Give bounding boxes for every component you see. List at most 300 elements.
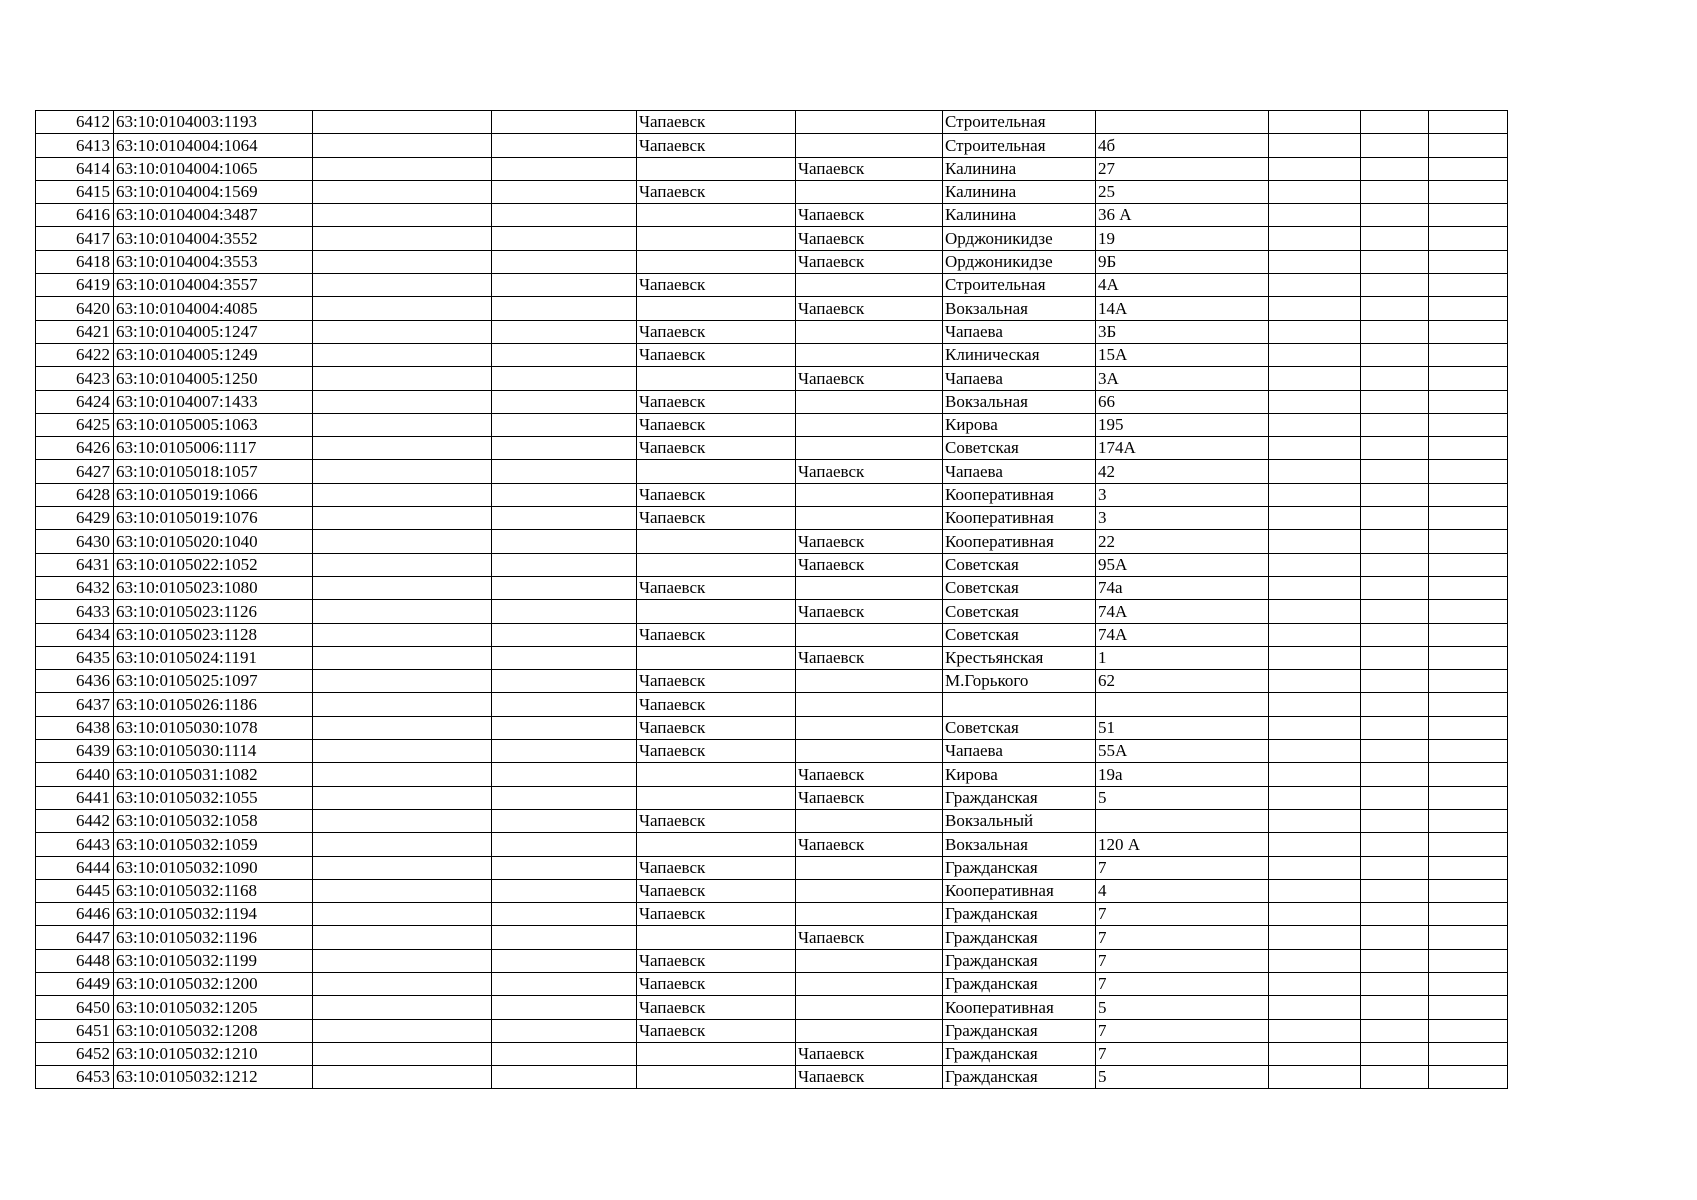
table-row — [36, 390, 1508, 413]
row-number-cell: 6433 — [36, 600, 114, 623]
cadastral-number-cell: 63:10:0105032:1055 — [114, 786, 313, 809]
col-3-cell — [313, 227, 492, 250]
col-10-cell — [1361, 949, 1429, 972]
col-9-cell — [1269, 390, 1361, 413]
col-11-cell — [1429, 809, 1508, 832]
col-10-cell — [1361, 460, 1429, 483]
city-b-cell: Чапаевск — [796, 367, 943, 390]
col-11-cell — [1429, 576, 1508, 599]
table-row — [36, 646, 1508, 669]
col-9-cell — [1269, 786, 1361, 809]
col-4-cell — [492, 576, 637, 599]
house-number-cell: 74А — [1096, 600, 1269, 623]
street-cell: Калинина — [943, 204, 1096, 227]
cadastral-number-cell: 63:10:0104003:1193 — [114, 111, 313, 134]
street-cell: Гражданская — [943, 903, 1096, 926]
row-number-cell: 6442 — [36, 809, 114, 832]
city-b-cell — [796, 274, 943, 297]
table-row — [36, 530, 1508, 553]
city-a-cell: Чапаевск — [637, 879, 796, 902]
col-9-cell — [1269, 204, 1361, 227]
col-11-cell — [1429, 972, 1508, 995]
col-9-cell — [1269, 460, 1361, 483]
house-number-cell: 3Б — [1096, 320, 1269, 343]
city-b-cell: Чапаевск — [796, 297, 943, 320]
col-3-cell — [313, 530, 492, 553]
city-a-cell — [637, 227, 796, 250]
col-4-cell — [492, 483, 637, 506]
col-9-cell — [1269, 903, 1361, 926]
cadastral-number-cell: 63:10:0104004:3557 — [114, 274, 313, 297]
street-cell: Чапаева — [943, 367, 1096, 390]
col-3-cell — [313, 856, 492, 879]
col-11-cell — [1429, 693, 1508, 716]
col-11-cell — [1429, 903, 1508, 926]
table-row — [36, 972, 1508, 995]
row-number-cell: 6445 — [36, 879, 114, 902]
row-number-cell: 6447 — [36, 926, 114, 949]
col-11-cell — [1429, 343, 1508, 366]
house-number-cell: 7 — [1096, 1042, 1269, 1065]
col-10-cell — [1361, 553, 1429, 576]
city-a-cell: Чапаевск — [637, 274, 796, 297]
col-10-cell — [1361, 274, 1429, 297]
col-4-cell — [492, 390, 637, 413]
table-row — [36, 623, 1508, 646]
cadastral-number-cell: 63:10:0105025:1097 — [114, 670, 313, 693]
city-a-cell — [637, 786, 796, 809]
cadastral-number-cell: 63:10:0104004:3487 — [114, 204, 313, 227]
house-number-cell — [1096, 111, 1269, 134]
col-11-cell — [1429, 437, 1508, 460]
col-9-cell — [1269, 856, 1361, 879]
col-3-cell — [313, 367, 492, 390]
city-a-cell: Чапаевск — [637, 111, 796, 134]
table-row — [36, 786, 1508, 809]
col-4-cell — [492, 250, 637, 273]
col-10-cell — [1361, 996, 1429, 1019]
col-11-cell — [1429, 926, 1508, 949]
col-4-cell — [492, 600, 637, 623]
table-row — [36, 134, 1508, 157]
row-number-cell: 6434 — [36, 623, 114, 646]
col-10-cell — [1361, 856, 1429, 879]
col-9-cell — [1269, 600, 1361, 623]
table-row — [36, 111, 1508, 134]
cadastral-number-cell: 63:10:0105032:1208 — [114, 1019, 313, 1042]
col-10-cell — [1361, 926, 1429, 949]
table-row — [36, 413, 1508, 436]
city-b-cell — [796, 1019, 943, 1042]
col-4-cell — [492, 460, 637, 483]
street-cell: Строительная — [943, 134, 1096, 157]
col-11-cell — [1429, 390, 1508, 413]
col-11-cell — [1429, 996, 1508, 1019]
col-3-cell — [313, 576, 492, 599]
cadastral-number-cell: 63:10:0105032:1059 — [114, 833, 313, 856]
city-b-cell: Чапаевск — [796, 530, 943, 553]
row-number-cell: 6429 — [36, 507, 114, 530]
house-number-cell: 36 А — [1096, 204, 1269, 227]
table-row — [36, 553, 1508, 576]
house-number-cell: 42 — [1096, 460, 1269, 483]
city-a-cell: Чапаевск — [637, 693, 796, 716]
cadastral-number-cell: 63:10:0105020:1040 — [114, 530, 313, 553]
col-3-cell — [313, 996, 492, 1019]
col-4-cell — [492, 343, 637, 366]
house-number-cell — [1096, 809, 1269, 832]
street-cell: Кооперативная — [943, 996, 1096, 1019]
row-number-cell: 6423 — [36, 367, 114, 390]
house-number-cell: 74а — [1096, 576, 1269, 599]
col-11-cell — [1429, 367, 1508, 390]
col-4-cell — [492, 111, 637, 134]
col-11-cell — [1429, 740, 1508, 763]
table-row — [36, 367, 1508, 390]
house-number-cell: 19 — [1096, 227, 1269, 250]
col-10-cell — [1361, 204, 1429, 227]
row-number-cell: 6441 — [36, 786, 114, 809]
street-cell: Гражданская — [943, 949, 1096, 972]
col-11-cell — [1429, 786, 1508, 809]
street-cell: Орджоникидзе — [943, 227, 1096, 250]
street-cell: Гражданская — [943, 1019, 1096, 1042]
street-cell: Гражданская — [943, 786, 1096, 809]
col-10-cell — [1361, 343, 1429, 366]
cadastral-number-cell: 63:10:0105032:1205 — [114, 996, 313, 1019]
table-row — [36, 227, 1508, 250]
city-a-cell: Чапаевск — [637, 437, 796, 460]
cadastral-number-cell: 63:10:0105023:1080 — [114, 576, 313, 599]
col-11-cell — [1429, 670, 1508, 693]
city-b-cell — [796, 437, 943, 460]
cadastral-number-cell: 63:10:0105031:1082 — [114, 763, 313, 786]
col-4-cell — [492, 1019, 637, 1042]
col-10-cell — [1361, 972, 1429, 995]
house-number-cell: 14А — [1096, 297, 1269, 320]
house-number-cell: 1 — [1096, 646, 1269, 669]
row-number-cell: 6422 — [36, 343, 114, 366]
col-10-cell — [1361, 600, 1429, 623]
row-number-cell: 6443 — [36, 833, 114, 856]
col-10-cell — [1361, 1019, 1429, 1042]
col-9-cell — [1269, 134, 1361, 157]
col-9-cell — [1269, 833, 1361, 856]
city-a-cell: Чапаевск — [637, 996, 796, 1019]
col-4-cell — [492, 856, 637, 879]
city-b-cell: Чапаевск — [796, 926, 943, 949]
col-9-cell — [1269, 297, 1361, 320]
house-number-cell: 27 — [1096, 157, 1269, 180]
table-row — [36, 460, 1508, 483]
col-3-cell — [313, 786, 492, 809]
col-10-cell — [1361, 740, 1429, 763]
col-9-cell — [1269, 576, 1361, 599]
col-4-cell — [492, 996, 637, 1019]
col-3-cell — [313, 670, 492, 693]
col-3-cell — [313, 134, 492, 157]
city-a-cell: Чапаевск — [637, 623, 796, 646]
col-10-cell — [1361, 134, 1429, 157]
city-b-cell: Чапаевск — [796, 1042, 943, 1065]
table-row — [36, 670, 1508, 693]
city-b-cell: Чапаевск — [796, 833, 943, 856]
col-11-cell — [1429, 483, 1508, 506]
table-row — [36, 879, 1508, 902]
city-b-cell — [796, 903, 943, 926]
cadastral-number-cell: 63:10:0104005:1249 — [114, 343, 313, 366]
city-b-cell: Чапаевск — [796, 250, 943, 273]
col-9-cell — [1269, 343, 1361, 366]
col-9-cell — [1269, 180, 1361, 203]
row-number-cell: 6418 — [36, 250, 114, 273]
city-b-cell — [796, 972, 943, 995]
row-number-cell: 6435 — [36, 646, 114, 669]
col-3-cell — [313, 507, 492, 530]
row-number-cell: 6412 — [36, 111, 114, 134]
house-number-cell — [1096, 693, 1269, 716]
col-10-cell — [1361, 250, 1429, 273]
city-a-cell — [637, 460, 796, 483]
col-11-cell — [1429, 600, 1508, 623]
cadastral-number-cell: 63:10:0105019:1076 — [114, 507, 313, 530]
row-number-cell: 6425 — [36, 413, 114, 436]
col-10-cell — [1361, 413, 1429, 436]
table-row — [36, 180, 1508, 203]
col-3-cell — [313, 693, 492, 716]
col-9-cell — [1269, 716, 1361, 739]
city-b-cell — [796, 716, 943, 739]
cadastral-number-cell: 63:10:0105032:1194 — [114, 903, 313, 926]
city-a-cell: Чапаевск — [637, 740, 796, 763]
street-cell: Чапаева — [943, 460, 1096, 483]
house-number-cell: 15А — [1096, 343, 1269, 366]
street-cell: Вокзальный — [943, 809, 1096, 832]
col-11-cell — [1429, 879, 1508, 902]
col-11-cell — [1429, 413, 1508, 436]
row-number-cell: 6453 — [36, 1066, 114, 1089]
street-cell: Кооперативная — [943, 483, 1096, 506]
city-b-cell: Чапаевск — [796, 553, 943, 576]
col-4-cell — [492, 367, 637, 390]
city-a-cell — [637, 763, 796, 786]
cadastral-number-cell: 63:10:0104004:1065 — [114, 157, 313, 180]
col-11-cell — [1429, 180, 1508, 203]
table-body — [36, 111, 1508, 1089]
col-3-cell — [313, 833, 492, 856]
city-a-cell: Чапаевск — [637, 670, 796, 693]
col-3-cell — [313, 460, 492, 483]
table-row — [36, 949, 1508, 972]
street-cell: Строительная — [943, 111, 1096, 134]
col-10-cell — [1361, 227, 1429, 250]
col-9-cell — [1269, 274, 1361, 297]
col-9-cell — [1269, 413, 1361, 436]
col-3-cell — [313, 297, 492, 320]
street-cell: Кирова — [943, 413, 1096, 436]
city-b-cell — [796, 809, 943, 832]
row-number-cell: 6420 — [36, 297, 114, 320]
city-b-cell: Чапаевск — [796, 763, 943, 786]
col-4-cell — [492, 320, 637, 343]
col-3-cell — [313, 926, 492, 949]
row-number-cell: 6438 — [36, 716, 114, 739]
col-4-cell — [492, 879, 637, 902]
col-11-cell — [1429, 553, 1508, 576]
house-number-cell: 19а — [1096, 763, 1269, 786]
cadastral-number-cell: 63:10:0105022:1052 — [114, 553, 313, 576]
cadastral-number-cell: 63:10:0105005:1063 — [114, 413, 313, 436]
col-11-cell — [1429, 1066, 1508, 1089]
city-a-cell — [637, 530, 796, 553]
col-9-cell — [1269, 553, 1361, 576]
col-3-cell — [313, 157, 492, 180]
col-9-cell — [1269, 250, 1361, 273]
city-b-cell — [796, 623, 943, 646]
city-a-cell: Чапаевск — [637, 809, 796, 832]
house-number-cell: 22 — [1096, 530, 1269, 553]
house-number-cell: 4б — [1096, 134, 1269, 157]
house-number-cell: 120 А — [1096, 833, 1269, 856]
city-a-cell: Чапаевск — [637, 716, 796, 739]
col-10-cell — [1361, 716, 1429, 739]
col-4-cell — [492, 903, 637, 926]
street-cell: Кооперативная — [943, 879, 1096, 902]
col-3-cell — [313, 809, 492, 832]
city-a-cell: Чапаевск — [637, 576, 796, 599]
cadastral-number-cell: 63:10:0105032:1196 — [114, 926, 313, 949]
col-11-cell — [1429, 763, 1508, 786]
col-10-cell — [1361, 157, 1429, 180]
cadastral-number-cell: 63:10:0104004:3553 — [114, 250, 313, 273]
city-b-cell — [796, 343, 943, 366]
street-cell: Советская — [943, 716, 1096, 739]
street-cell: Кооперативная — [943, 530, 1096, 553]
col-9-cell — [1269, 809, 1361, 832]
row-number-cell: 6419 — [36, 274, 114, 297]
table-row — [36, 157, 1508, 180]
col-3-cell — [313, 1042, 492, 1065]
col-10-cell — [1361, 483, 1429, 506]
house-number-cell: 195 — [1096, 413, 1269, 436]
street-cell: Гражданская — [943, 926, 1096, 949]
city-b-cell: Чапаевск — [796, 786, 943, 809]
table-row — [36, 297, 1508, 320]
row-number-cell: 6449 — [36, 972, 114, 995]
city-b-cell — [796, 483, 943, 506]
row-number-cell: 6432 — [36, 576, 114, 599]
col-11-cell — [1429, 157, 1508, 180]
city-a-cell — [637, 1042, 796, 1065]
row-number-cell: 6450 — [36, 996, 114, 1019]
col-3-cell — [313, 274, 492, 297]
col-3-cell — [313, 413, 492, 436]
col-3-cell — [313, 903, 492, 926]
table-row — [36, 926, 1508, 949]
house-number-cell: 5 — [1096, 1066, 1269, 1089]
col-10-cell — [1361, 763, 1429, 786]
col-4-cell — [492, 786, 637, 809]
col-11-cell — [1429, 274, 1508, 297]
col-10-cell — [1361, 646, 1429, 669]
street-cell: Советская — [943, 553, 1096, 576]
col-9-cell — [1269, 227, 1361, 250]
col-10-cell — [1361, 367, 1429, 390]
cadastral-number-cell: 63:10:0104007:1433 — [114, 390, 313, 413]
city-b-cell — [796, 576, 943, 599]
col-4-cell — [492, 1066, 637, 1089]
house-number-cell: 66 — [1096, 390, 1269, 413]
house-number-cell: 74А — [1096, 623, 1269, 646]
table-row — [36, 576, 1508, 599]
col-9-cell — [1269, 926, 1361, 949]
col-9-cell — [1269, 1042, 1361, 1065]
city-b-cell — [796, 134, 943, 157]
city-a-cell: Чапаевск — [637, 483, 796, 506]
city-a-cell: Чапаевск — [637, 343, 796, 366]
table-row — [36, 903, 1508, 926]
col-4-cell — [492, 530, 637, 553]
city-b-cell — [796, 949, 943, 972]
city-a-cell — [637, 1066, 796, 1089]
col-11-cell — [1429, 134, 1508, 157]
col-3-cell — [313, 483, 492, 506]
city-b-cell — [796, 693, 943, 716]
table-row — [36, 856, 1508, 879]
col-11-cell — [1429, 320, 1508, 343]
col-9-cell — [1269, 996, 1361, 1019]
row-number-cell: 6444 — [36, 856, 114, 879]
table-row — [36, 809, 1508, 832]
cadastral-number-cell: 63:10:0104004:3552 — [114, 227, 313, 250]
city-a-cell: Чапаевск — [637, 856, 796, 879]
row-number-cell: 6426 — [36, 437, 114, 460]
property-table — [35, 110, 1508, 1089]
street-cell: Советская — [943, 600, 1096, 623]
city-a-cell: Чапаевск — [637, 134, 796, 157]
city-b-cell: Чапаевск — [796, 460, 943, 483]
col-4-cell — [492, 157, 637, 180]
cadastral-number-cell: 63:10:0105024:1191 — [114, 646, 313, 669]
street-cell: Крестьянская — [943, 646, 1096, 669]
city-a-cell — [637, 250, 796, 273]
col-4-cell — [492, 437, 637, 460]
city-a-cell — [637, 833, 796, 856]
col-11-cell — [1429, 460, 1508, 483]
row-number-cell: 6428 — [36, 483, 114, 506]
city-b-cell — [796, 740, 943, 763]
col-3-cell — [313, 879, 492, 902]
cadastral-number-cell: 63:10:0105018:1057 — [114, 460, 313, 483]
col-10-cell — [1361, 879, 1429, 902]
col-4-cell — [492, 553, 637, 576]
col-3-cell — [313, 972, 492, 995]
row-number-cell: 6414 — [36, 157, 114, 180]
city-b-cell — [796, 507, 943, 530]
table-row — [36, 693, 1508, 716]
row-number-cell: 6446 — [36, 903, 114, 926]
street-cell — [943, 693, 1096, 716]
col-4-cell — [492, 623, 637, 646]
house-number-cell: 62 — [1096, 670, 1269, 693]
col-3-cell — [313, 716, 492, 739]
cadastral-number-cell: 63:10:0104004:1569 — [114, 180, 313, 203]
col-9-cell — [1269, 693, 1361, 716]
city-a-cell — [637, 367, 796, 390]
city-a-cell — [637, 926, 796, 949]
city-a-cell — [637, 553, 796, 576]
table-row — [36, 274, 1508, 297]
